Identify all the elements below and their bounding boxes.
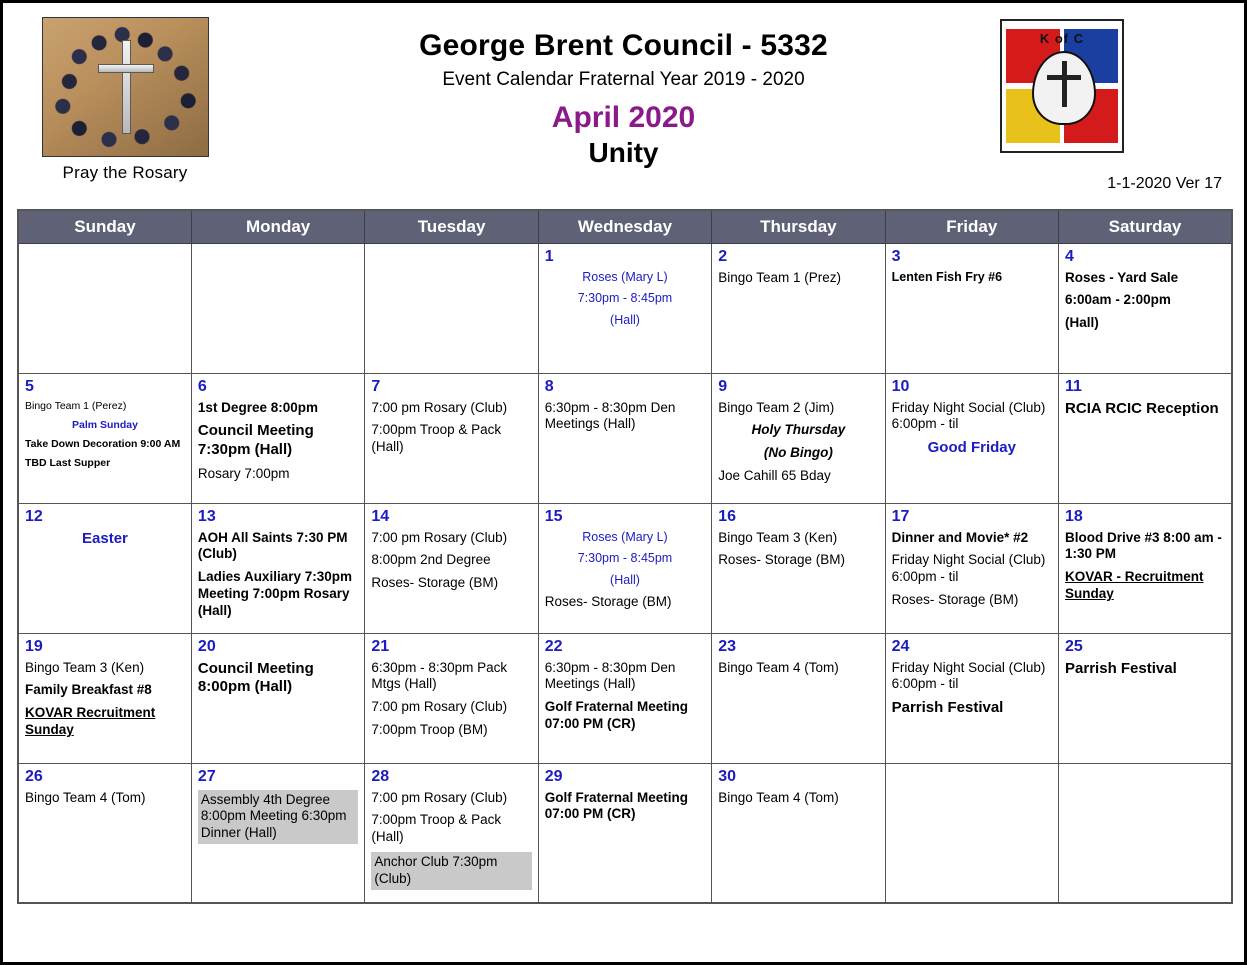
calendar-event: 7:00pm Troop & Pack (Hall) xyxy=(371,812,502,845)
calendar-day-27[interactable] xyxy=(191,764,364,903)
day-number: 23 xyxy=(718,638,736,655)
calendar-week-row xyxy=(18,244,1232,374)
calendar-event: Bingo Team 3 (Ken) xyxy=(25,659,145,675)
calendar-day-24[interactable] xyxy=(885,634,1058,764)
day-number: 3 xyxy=(891,248,901,265)
weekday-header-wednesday: Wednesday xyxy=(538,210,711,244)
calendar-event: 7:00 pm Rosary (Club) xyxy=(371,529,508,545)
event-calendar xyxy=(17,209,1233,904)
calendar-event: Bingo Team 4 (Tom) xyxy=(718,789,839,805)
calendar-week-row xyxy=(18,374,1232,504)
day-number: 24 xyxy=(891,638,910,655)
calendar-day-empty xyxy=(18,244,191,374)
calendar-day-6[interactable] xyxy=(191,374,364,504)
calendar-event: Roses (Mary L) xyxy=(582,529,668,544)
calendar-day-empty xyxy=(885,764,1058,903)
calendar-event: Bingo Team 4 (Tom) xyxy=(25,789,146,805)
calendar-day-18[interactable] xyxy=(1059,504,1232,634)
calendar-event: Friday Night Social (Club) 6:00pm - til xyxy=(891,552,1046,585)
day-number: 19 xyxy=(25,638,43,655)
calendar-event: Bingo Team 3 (Ken) xyxy=(718,529,838,545)
calendar-event: Golf Fraternal Meeting 07:00 PM (CR) xyxy=(544,789,689,822)
calendar-event: 6:30pm - 8:30pm Pack Mtgs (Hall) xyxy=(371,659,508,692)
calendar-week-row xyxy=(18,504,1232,634)
page-subtitle: Event Calendar Fraternal Year 2019 - 2020 xyxy=(442,69,805,90)
knights-of-columbus-emblem-icon xyxy=(1000,19,1124,153)
calendar-day-22[interactable] xyxy=(538,634,711,764)
day-number: 4 xyxy=(1065,248,1074,265)
calendar-event: 7:00pm Troop (BM) xyxy=(371,722,488,738)
calendar-event: Take Down Decoration 9:00 AM xyxy=(25,437,181,450)
calendar-event: TBD Last Supper xyxy=(25,456,111,469)
calendar-day-30[interactable] xyxy=(712,764,885,903)
kofc-logo xyxy=(1000,19,1124,153)
calendar-day-14[interactable] xyxy=(365,504,538,634)
calendar-day-9[interactable] xyxy=(712,374,885,504)
calendar-event: Parrish Festival xyxy=(891,699,1004,717)
rosary-crucifix-icon xyxy=(42,17,209,157)
day-number: 20 xyxy=(197,638,216,655)
calendar-day-3[interactable] xyxy=(885,244,1058,374)
weekday-header-thursday: Thursday xyxy=(712,210,885,244)
calendar-event: Rosary 7:00pm xyxy=(197,465,290,481)
calendar-day-5[interactable] xyxy=(18,374,191,504)
calendar-event: Dinner and Movie* #2 xyxy=(891,529,1029,545)
calendar-event: Bingo Team 4 (Tom) xyxy=(718,659,839,675)
calendar-event: 1st Degree 8:00pm xyxy=(197,399,318,415)
calendar-event: 7:30pm - 8:45pm xyxy=(577,291,673,306)
calendar-event: (Hall) xyxy=(1065,315,1099,331)
day-number: 8 xyxy=(544,378,554,395)
day-number: 26 xyxy=(25,768,43,785)
calendar-event: Anchor Club 7:30pm (Club) xyxy=(371,852,531,890)
calendar-event: 8:00pm 2nd Degree xyxy=(371,552,491,568)
calendar-event: 7:30pm - 8:45pm xyxy=(577,551,673,566)
version-stamp: 1-1-2020 Ver 17 xyxy=(1107,175,1222,192)
day-number: 29 xyxy=(544,768,563,785)
calendar-week-row xyxy=(18,764,1232,903)
calendar-day-20[interactable] xyxy=(191,634,364,764)
calendar-day-10[interactable] xyxy=(885,374,1058,504)
day-number: 14 xyxy=(371,508,390,525)
calendar-event: Roses- Storage (BM) xyxy=(891,592,1019,608)
day-number: 30 xyxy=(718,768,736,785)
calendar-day-28[interactable] xyxy=(365,764,538,903)
page-title: George Brent Council - 5332 xyxy=(419,29,828,62)
calendar-event: Roses- Storage (BM) xyxy=(371,575,499,591)
calendar-day-11[interactable] xyxy=(1059,374,1232,504)
weekday-header-monday: Monday xyxy=(191,210,364,244)
calendar-day-4[interactable] xyxy=(1059,244,1232,374)
calendar-header-row xyxy=(18,210,1232,244)
calendar-event: 6:30pm - 8:30pm Den Meetings (Hall) xyxy=(544,399,676,432)
calendar-event: Golf Fraternal Meeting 07:00 PM (CR) xyxy=(544,699,689,732)
day-number: 7 xyxy=(371,378,381,395)
logo-text: K of C xyxy=(1039,31,1085,46)
calendar-event: Bingo Team 2 (Jim) xyxy=(718,399,835,415)
calendar-event: KOVAR - Recruitment Sunday xyxy=(1065,569,1204,602)
calendar-day-empty xyxy=(191,244,364,374)
calendar-day-2[interactable] xyxy=(712,244,885,374)
calendar-day-12[interactable] xyxy=(18,504,191,634)
calendar-day-21[interactable] xyxy=(365,634,538,764)
calendar-day-7[interactable] xyxy=(365,374,538,504)
weekday-header-friday: Friday xyxy=(885,210,1058,244)
calendar-event: 6:00am - 2:00pm xyxy=(1065,292,1171,308)
calendar-day-1[interactable] xyxy=(538,244,711,374)
calendar-event: 7:00 pm Rosary (Club) xyxy=(371,789,508,805)
day-number: 1 xyxy=(544,248,554,265)
calendar-day-23[interactable] xyxy=(712,634,885,764)
day-number: 2 xyxy=(718,248,728,265)
day-number: 22 xyxy=(544,638,563,655)
calendar-event: Blood Drive #3 8:00 am - 1:30 PM xyxy=(1065,529,1222,562)
calendar-event: Palm Sunday xyxy=(71,418,138,431)
weekday-header-saturday: Saturday xyxy=(1059,210,1232,244)
calendar-day-26[interactable] xyxy=(18,764,191,903)
day-number: 11 xyxy=(1065,378,1082,395)
day-number: 12 xyxy=(25,508,43,525)
day-number: 5 xyxy=(25,378,34,395)
day-number: 27 xyxy=(197,768,216,785)
calendar-event: Roses (Mary L) xyxy=(582,269,668,284)
calendar-day-19[interactable] xyxy=(18,634,191,764)
day-number: 21 xyxy=(371,638,390,655)
virtue-heading: Unity xyxy=(588,137,659,168)
cross-horizontal xyxy=(98,64,154,73)
calendar-event: Bingo Team 1 (Perez) xyxy=(25,399,127,412)
calendar-event: 6:30pm - 8:30pm Den Meetings (Hall) xyxy=(544,659,676,692)
calendar-event: Assembly 4th Degree 8:00pm Meeting 6:30pm Dinner (Hall) xyxy=(198,790,358,845)
calendar-event: RCIA RCIC Reception xyxy=(1065,399,1219,417)
month-heading: April 2020 xyxy=(551,101,696,134)
day-number: 13 xyxy=(197,508,216,525)
calendar-day-25[interactable] xyxy=(1059,634,1232,764)
calendar-event: (Hall) xyxy=(610,572,640,587)
calendar-body xyxy=(18,244,1232,903)
calendar-week-row xyxy=(18,634,1232,764)
calendar-day-empty xyxy=(365,244,538,374)
calendar-event: Easter xyxy=(82,529,128,547)
day-number: 17 xyxy=(891,508,910,525)
calendar-event: Good Friday xyxy=(927,439,1016,457)
calendar-day-empty xyxy=(1059,764,1232,903)
calendar-event: Holy Thursday xyxy=(751,422,846,438)
day-number: 18 xyxy=(1065,508,1083,525)
day-number: 28 xyxy=(371,768,390,785)
rosary-caption: Pray the Rosary xyxy=(62,163,188,182)
day-number: 6 xyxy=(197,378,207,395)
day-number: 25 xyxy=(1065,638,1083,655)
rosary-block xyxy=(25,17,225,183)
calendar-event: (No Bingo) xyxy=(763,445,833,461)
calendar-event: Council Meeting 8:00pm (Hall) xyxy=(197,659,314,696)
calendar-event: Friday Night Social (Club) 6:00pm - til xyxy=(891,659,1046,692)
day-number: 16 xyxy=(718,508,736,525)
calendar-event: Council Meeting 7:30pm (Hall) xyxy=(197,422,314,459)
day-number: 10 xyxy=(891,378,910,395)
calendar-event: 7:00pm Troop & Pack (Hall) xyxy=(371,422,502,455)
calendar-event: AOH All Saints 7:30 PM (Club) xyxy=(197,529,348,562)
calendar-event: KOVAR Recruitment Sunday xyxy=(25,705,156,738)
calendar-day-29[interactable] xyxy=(538,764,711,903)
calendar-event: (Hall) xyxy=(610,312,640,327)
calendar-event: Family Breakfast #8 xyxy=(25,682,152,698)
calendar-day-8[interactable] xyxy=(538,374,711,504)
weekday-header-sunday: Sunday xyxy=(18,210,191,244)
calendar-event: Lenten Fish Fry #6 xyxy=(891,269,1003,284)
day-number: 15 xyxy=(544,508,563,525)
calendar-day-15[interactable] xyxy=(538,504,711,634)
calendar-day-16[interactable] xyxy=(712,504,885,634)
calendar-event: Roses- Storage (BM) xyxy=(718,552,845,568)
calendar-day-17[interactable] xyxy=(885,504,1058,634)
calendar-day-13[interactable] xyxy=(191,504,364,634)
day-number: 9 xyxy=(718,378,728,395)
calendar-event: Friday Night Social (Club) 6:00pm - til xyxy=(891,399,1046,432)
calendar-event: Roses - Yard Sale xyxy=(1065,269,1179,285)
calendar-event: Parrish Festival xyxy=(1065,659,1177,677)
calendar-event: Roses- Storage (BM) xyxy=(544,594,672,610)
calendar-event: Bingo Team 1 (Prez) xyxy=(718,269,841,285)
page-header xyxy=(3,3,1244,198)
calendar-event: Joe Cahill 65 Bday xyxy=(718,468,831,484)
calendar-event: 7:00 pm Rosary (Club) xyxy=(371,699,508,715)
cross-vertical xyxy=(122,40,131,134)
weekday-header-tuesday: Tuesday xyxy=(365,210,538,244)
calendar-event: Ladies Auxiliary 7:30pm Meeting 7:00pm Rosary (Hall) xyxy=(197,569,352,619)
calendar-event: 7:00 pm Rosary (Club) xyxy=(371,399,508,415)
